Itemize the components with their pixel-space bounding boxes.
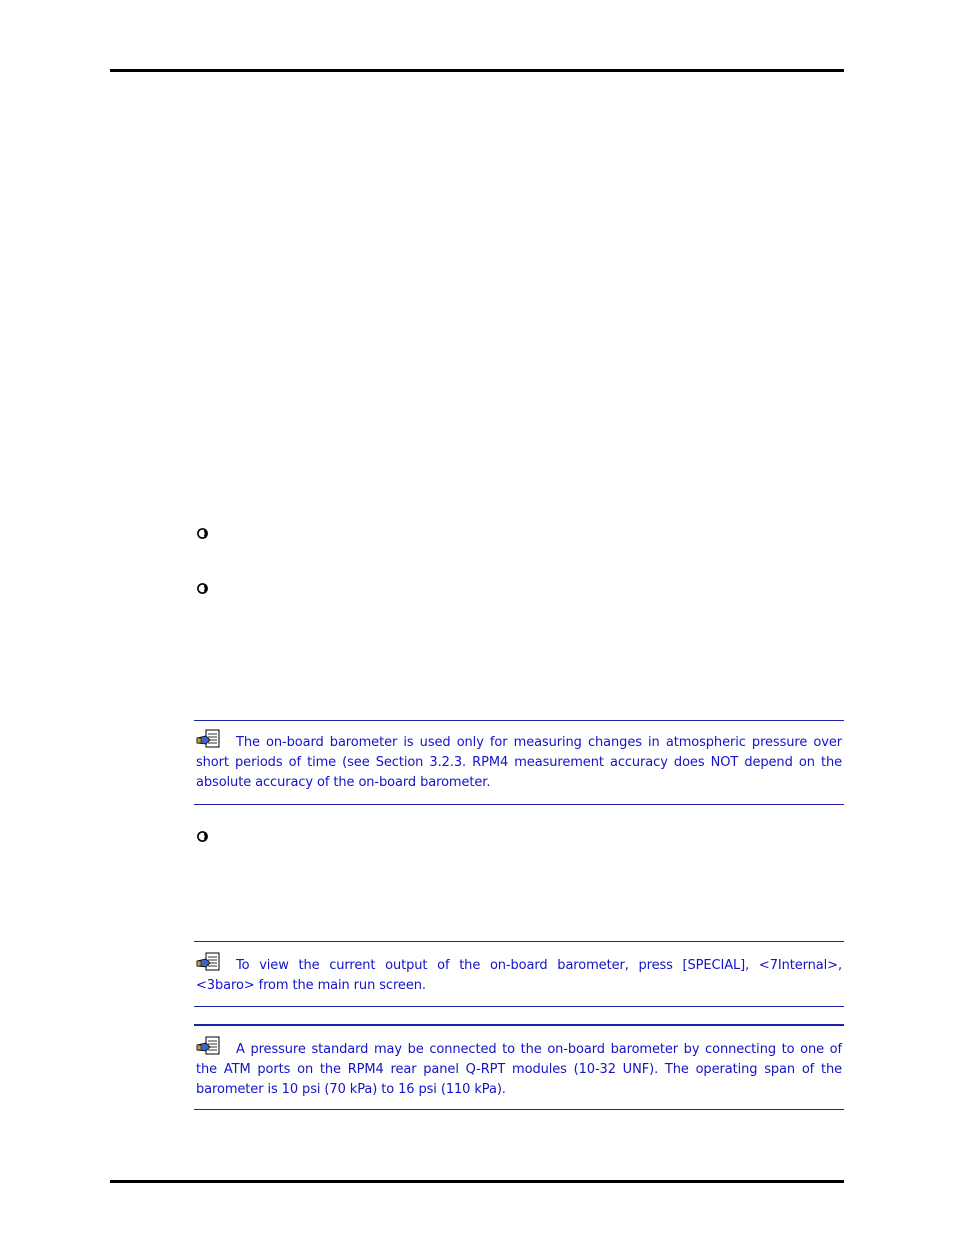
note-text: To view the current output of the on-board barometer, press [SPECIAL], <7Internal>, <3baro> from the main run screen. bbox=[196, 958, 842, 993]
note-paragraph bbox=[196, 729, 842, 793]
notepad-icon bbox=[196, 1036, 224, 1056]
note-box bbox=[194, 720, 844, 805]
note-text: A pressure standard may be connected to the on-board barometer by connecting to one of the ATM ports on the RPM4 rear panel Q-RPT modules (10-32 UNF). The operating span of the barometer is 10 psi (70 kPa) to 16 psi (110 kPa). bbox=[196, 1042, 842, 1097]
note-paragraph bbox=[196, 1036, 842, 1100]
header-rule bbox=[110, 69, 844, 72]
notepad-icon bbox=[196, 952, 224, 972]
note-paragraph bbox=[196, 952, 842, 996]
note-box bbox=[194, 1024, 844, 1110]
bullet-icon bbox=[196, 830, 209, 843]
note-box bbox=[194, 941, 844, 1007]
notepad-icon bbox=[196, 729, 224, 749]
footer-rule bbox=[110, 1180, 844, 1183]
bullet-icon bbox=[196, 582, 209, 595]
bullet-icon bbox=[196, 527, 209, 540]
note-text: The on-board barometer is used only for measuring changes in atmospheric pressure over short periods of time (see Section 3.2.3. RPM4 measurement accuracy does NOT depend on the absolute accuracy of the on-board barometer. bbox=[196, 735, 842, 790]
